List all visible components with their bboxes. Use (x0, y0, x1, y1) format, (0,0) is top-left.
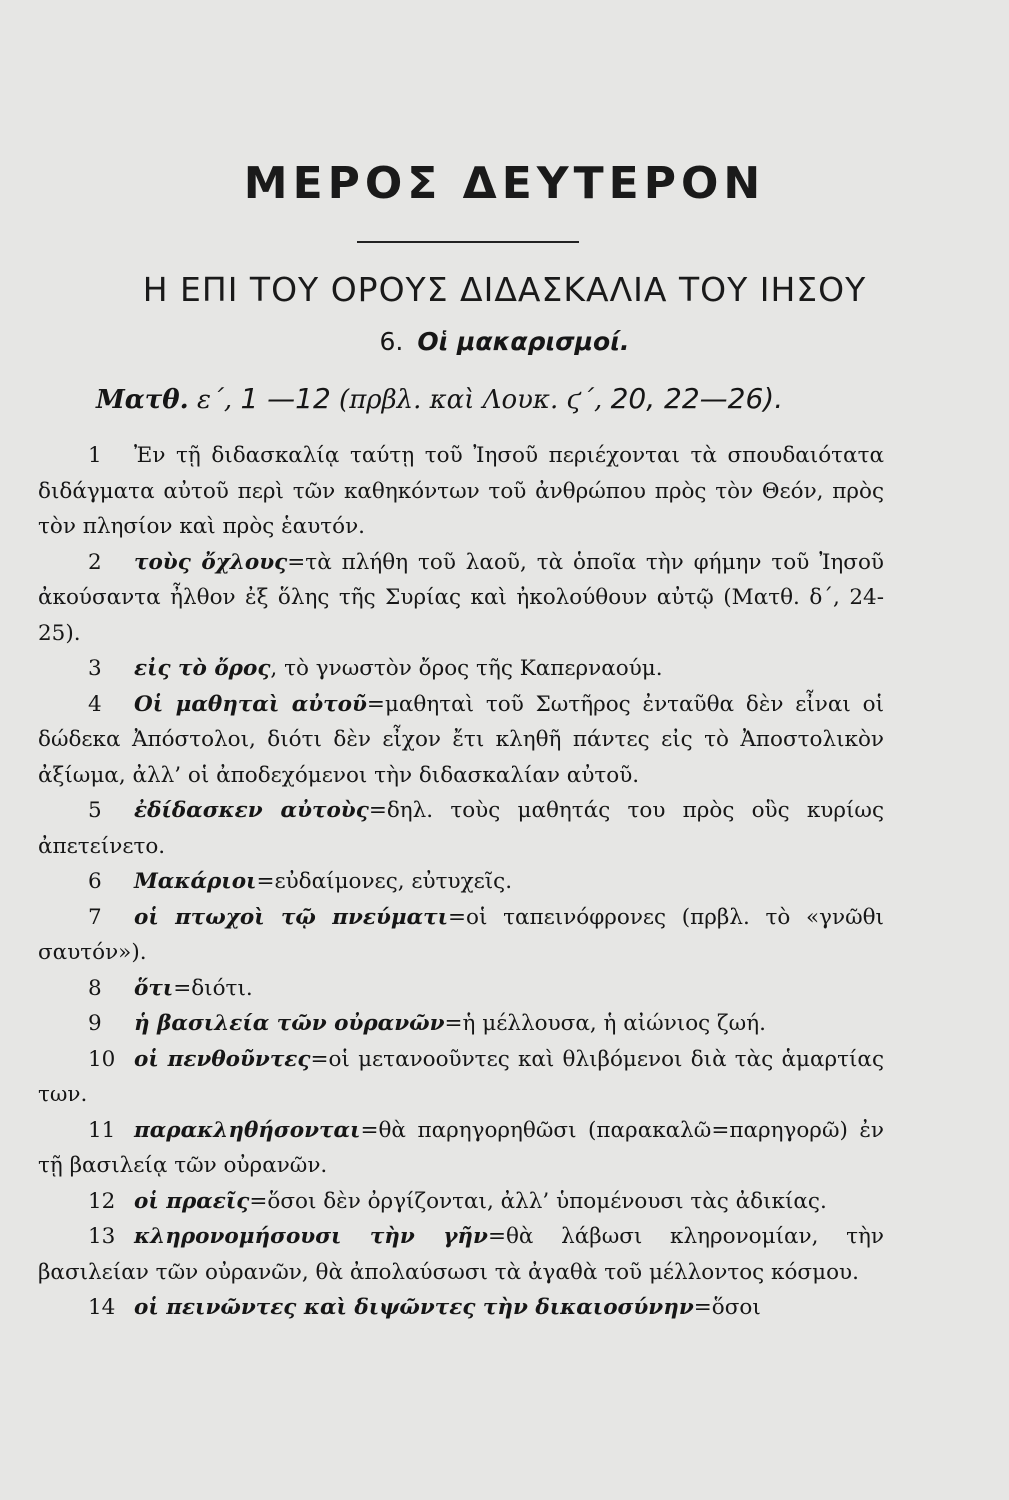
term-separator: = (360, 1117, 379, 1143)
verse-explanation: μαθηταὶ τοῦ Σωτῆρος ἐνταῦθα δὲν εἶναι οἱ δώδεκα Ἀπόστολοι, διότι δὲν εἶχον ἔτι κληθῆ πάντες εἰς τὸ Ἀποστολικὸν ἀξίωμα, ἀλλ’ οἱ ἀποδεχόμενοι τὴν διδασκαλίαν αὐτοῦ. (38, 691, 884, 788)
verse-explanation: ὅσοι δὲν ὀργίζονται, ἀλλ’ ὑπομένουσι τὰς ἀδικίας. (267, 1188, 827, 1214)
verse-number: 5 (88, 798, 102, 823)
term-separator: = (368, 798, 387, 823)
verse-explanation: οἱ ταπεινόφρονες (πρβλ. τὸ «γνῶθι σαυτόν»). (38, 904, 884, 965)
term-separator: = (693, 1295, 712, 1320)
verse-number: 13 (88, 1224, 116, 1249)
verse-explanation: ἡ μέλλουσα, ἡ αἰώνιος ζωή. (462, 1011, 766, 1036)
verse-term: οἱ πραεῖς (134, 1188, 250, 1214)
verse-term: Οἱ μαθηταὶ αὐτοῦ (134, 691, 367, 717)
section-title: Η ΕΠΙ ΤΟΥ ΟΡΟΥΣ ΔΙΔΑΣΚΑΛΙΑ ΤΟΥ ΙΗΣΟΥ (142, 270, 867, 309)
verse-term: εἰς τὸ ὄρος (134, 656, 271, 681)
verse-number: 7 (88, 904, 102, 930)
term-separator: = (366, 691, 385, 717)
term-separator: = (487, 1224, 506, 1249)
verse-number: 10 (88, 1046, 116, 1072)
verse-note (38, 545, 884, 652)
title-divider (357, 241, 579, 243)
verse-note (38, 1219, 884, 1290)
verse-note (38, 971, 884, 1007)
verse-explanation: ὅσοι (711, 1295, 761, 1320)
verse-term: Μακάριοι (134, 869, 257, 894)
verse-explanation: θὰ λάβωσι κληρονομίαν, τὴν βασιλείαν τῶν οὐρανῶν, θὰ ἀπολαύσωσι τὰ ἀγαθὰ τοῦ μέλλοντος κόσμου. (38, 1224, 884, 1285)
verse-term: οἱ πενθοῦντες (134, 1046, 311, 1072)
term-separator: = (256, 869, 275, 894)
verse-explanation: οἱ μετανοοῦντες καὶ θλιβόμενοι διὰ τὰς ἁμαρτίας των. (38, 1046, 884, 1107)
reference-compare-chapter: ϛ΄, (566, 385, 603, 415)
term-separator: = (249, 1188, 268, 1214)
verse-note (38, 864, 884, 900)
verse-number: 9 (88, 1011, 102, 1036)
reference-compare-verses: 20, 22—26). (610, 382, 784, 415)
verse-note (38, 1042, 884, 1113)
verse-term: οἱ πεινῶντες καὶ διψῶντες τὴν δικαιοσύνην (134, 1295, 694, 1320)
verse-term: κληρονομήσουσι τὴν γῆν (134, 1224, 488, 1249)
verse-explanation: τὰ πλήθη τοῦ λαοῦ, τὰ ὁποῖα τὴν φήμην τοῦ Ἰησοῦ ἀκούσαντα ἦλθον ἐξ ὅλης τῆς Συρίας καὶ ἠκολούθουν αὐτῷ (Ματθ. δ΄, 24-25). (38, 549, 884, 646)
verse-number: 2 (88, 549, 102, 575)
reference-compare: (πρβλ. καὶ Λουκ. (339, 385, 559, 415)
chapter-title: Οἱ μακαρισμοί. (417, 327, 630, 356)
verse-number: 6 (88, 869, 102, 894)
verse-note (38, 438, 884, 545)
term-separator: = (444, 1011, 463, 1036)
verse-explanation: εὐδαίμονες, εὐτυχεῖς. (274, 869, 513, 894)
verse-explanation: τὸ γνωστὸν ὄρος τῆς Καπερναούμ. (277, 656, 663, 681)
verse-explanation: θὰ παρηγορηθῶσι (παρακαλῶ=παρηγορῶ) ἐν τῇ βασιλείᾳ τῶν οὐρανῶν. (38, 1117, 884, 1178)
verse-number: 12 (88, 1188, 116, 1214)
verse-explanation: δηλ. τοὺς μαθητάς του πρὸς οὓς κυρίως ἀπετείνετο. (38, 798, 884, 859)
verse-number: 11 (88, 1117, 116, 1143)
term-separator: , (270, 656, 278, 681)
verse-note (38, 1006, 884, 1042)
term-separator: = (448, 904, 467, 930)
verse-number: 3 (88, 656, 102, 681)
verse-number: 4 (88, 691, 102, 717)
verse-term: τοὺς ὄχλους (134, 549, 288, 575)
verse-note (38, 793, 884, 864)
verse-number: 8 (88, 975, 102, 1001)
term-separator: = (287, 549, 306, 575)
verse-note (38, 687, 884, 794)
term-separator: = (310, 1046, 329, 1072)
verse-number: 14 (88, 1295, 116, 1320)
verse-term: ἐδίδασκεν αὐτοὺς (134, 798, 369, 823)
term-separator: = (173, 975, 192, 1001)
verse-note (38, 651, 884, 687)
verse-term: παρακληθήσονται (134, 1117, 361, 1143)
verse-notes (38, 438, 884, 1326)
part-title: ΜΕΡΟΣ ΔΕΥΤΕΡΟΝ (243, 158, 766, 209)
verse-note (38, 1113, 884, 1184)
verse-term: ἡ βασιλεία τῶν οὐρανῶν (134, 1011, 445, 1036)
chapter-heading (0, 327, 1009, 356)
verse-term: ὅτι (134, 975, 174, 1001)
scripture-reference (96, 382, 783, 415)
chapter-number: 6. (379, 327, 404, 356)
reference-chapter: ε΄, (196, 385, 233, 415)
reference-book: Ματθ. (96, 385, 189, 415)
reference-verses: 1 —12 (240, 382, 331, 415)
verse-note (38, 1290, 884, 1326)
verse-note (38, 900, 884, 971)
verse-explanation: διότι. (191, 975, 253, 1001)
verse-note (38, 1184, 884, 1220)
verse-explanation: Ἐν τῇ διδασκαλίᾳ ταύτῃ τοῦ Ἰησοῦ περιέχονται τὰ σπουδαιότατα διδάγματα αὐτοῦ περὶ τῶν καθηκόντων τοῦ ἀνθρώπου πρὸς τὸν Θεόν, πρὸς τὸν πλησίον καὶ πρὸς ἑαυτόν. (38, 443, 884, 539)
verse-term: οἱ πτωχοὶ τῷ πνεύματι (134, 904, 449, 930)
verse-number: 1 (88, 443, 102, 468)
